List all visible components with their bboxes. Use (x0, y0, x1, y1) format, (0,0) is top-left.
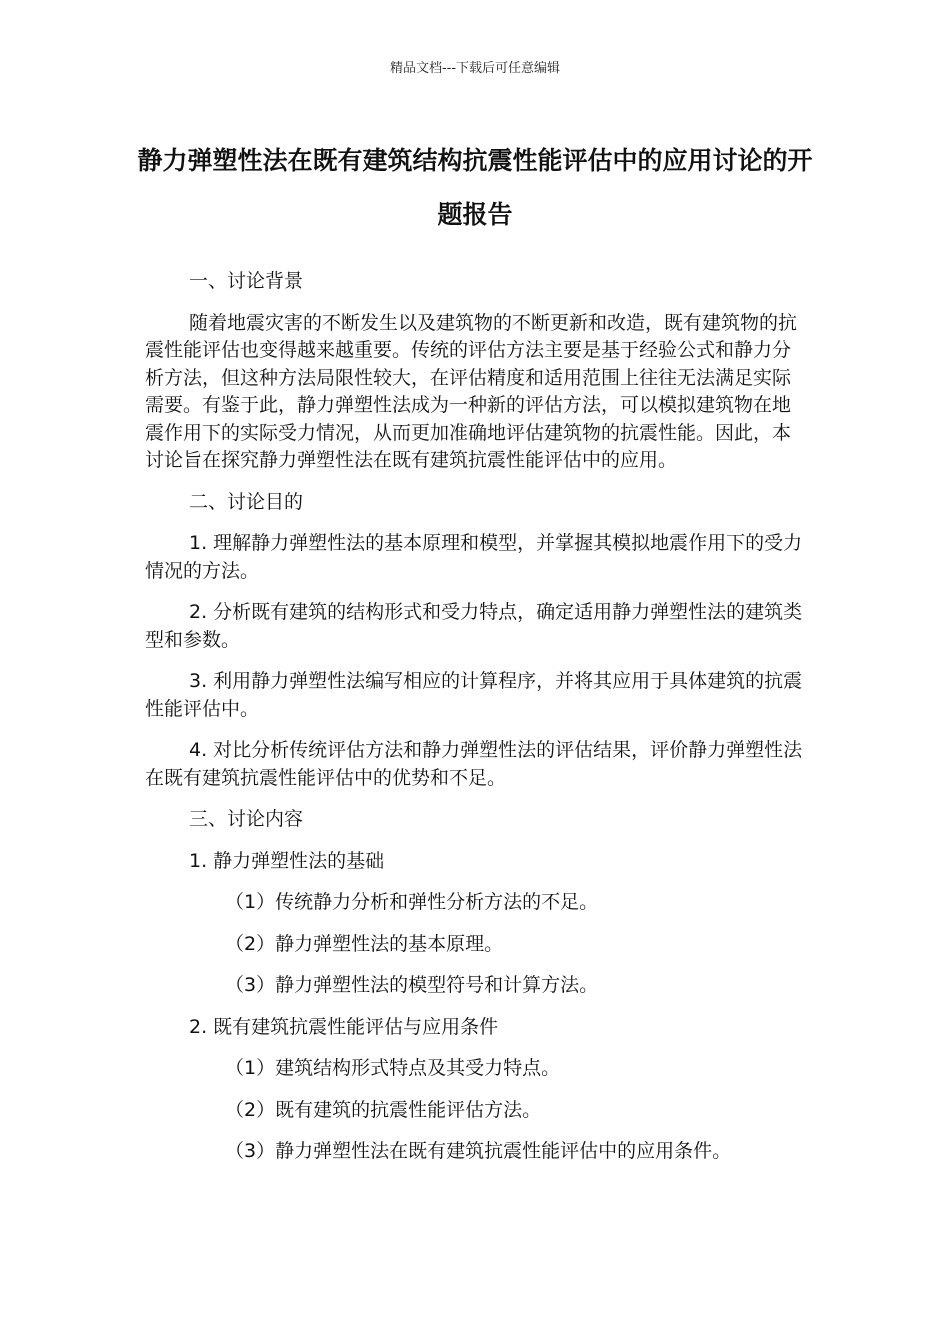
document-title: 静力弹塑性法在既有建筑结构抗震性能评估中的应用讨论的开题报告 (137, 146, 813, 229)
content-subsection-1-item-3: （3）静力弹塑性法的模型符号和计算方法。 (225, 974, 599, 996)
purpose-item-3: 3. 利用静力弹塑性法编写相应的计算程序，并将其应用于具体建筑的抗震性能评估中。 (145, 670, 803, 720)
content-subsection-2-title: 2. 既有建筑抗震性能评估与应用条件 (189, 1015, 499, 1038)
section-heading-content: 三、讨论内容 (189, 808, 304, 830)
purpose-item-1: 1. 理解静力弹塑性法的基本原理和模型，并掌握其模拟地震作用下的受力情况的方法。 (145, 532, 803, 582)
section-heading-background: 一、讨论背景 (189, 270, 304, 292)
section-heading-purpose: 二、讨论目的 (189, 490, 304, 513)
purpose-item-4: 4. 对比分析传统评估方法和静力弹塑性法的评估结果，评价静力弹塑性法在既有建筑抗震性能评估中的优势和不足。 (145, 739, 803, 789)
content-subsection-1-title: 1. 静力弹塑性法的基础 (189, 849, 385, 872)
content-subsection-2-item-1: （1）建筑结构形式特点及其受力特点。 (225, 1057, 561, 1079)
content-subsection-1-item-2: （2）静力弹塑性法的基本原理。 (225, 932, 504, 955)
document-body (145, 268, 805, 1180)
content-subsection-2-item-2: （2）既有建筑的抗震性能评估方法。 (225, 1098, 542, 1121)
content-subsection-1-item-1: （1）传统静力分析和弹性分析方法的不足。 (225, 891, 599, 913)
background-paragraph: 随着地震灾害的不断发生以及建筑物的不断更新和改造，既有建筑物的抗震性能评估也变得越来越重要。传统的评估方法主要是基于经验公式和静力分析方法，但这种方法局限性较大，在评估精度和适用范围上往往无法满足实际需要。有鉴于此，静力弹塑性法成为一种新的评估方法，可以模拟建筑物在地震作用下的实际受力情况，从而更加准确地评估建筑物的抗震性能。因此，本讨论旨在探究静力弹塑性法在既有建筑抗震性能评估中的应用。 (145, 311, 798, 471)
purpose-item-2: 2. 分析既有建筑的结构形式和受力特点，确定适用静力弹塑性法的建筑类型和参数。 (145, 601, 803, 651)
content-subsection-2-item-3: （3）静力弹塑性法在既有建筑抗震性能评估中的应用条件。 (225, 1140, 732, 1162)
header-note: 精品文档---下载后可任意编辑 (389, 61, 561, 76)
